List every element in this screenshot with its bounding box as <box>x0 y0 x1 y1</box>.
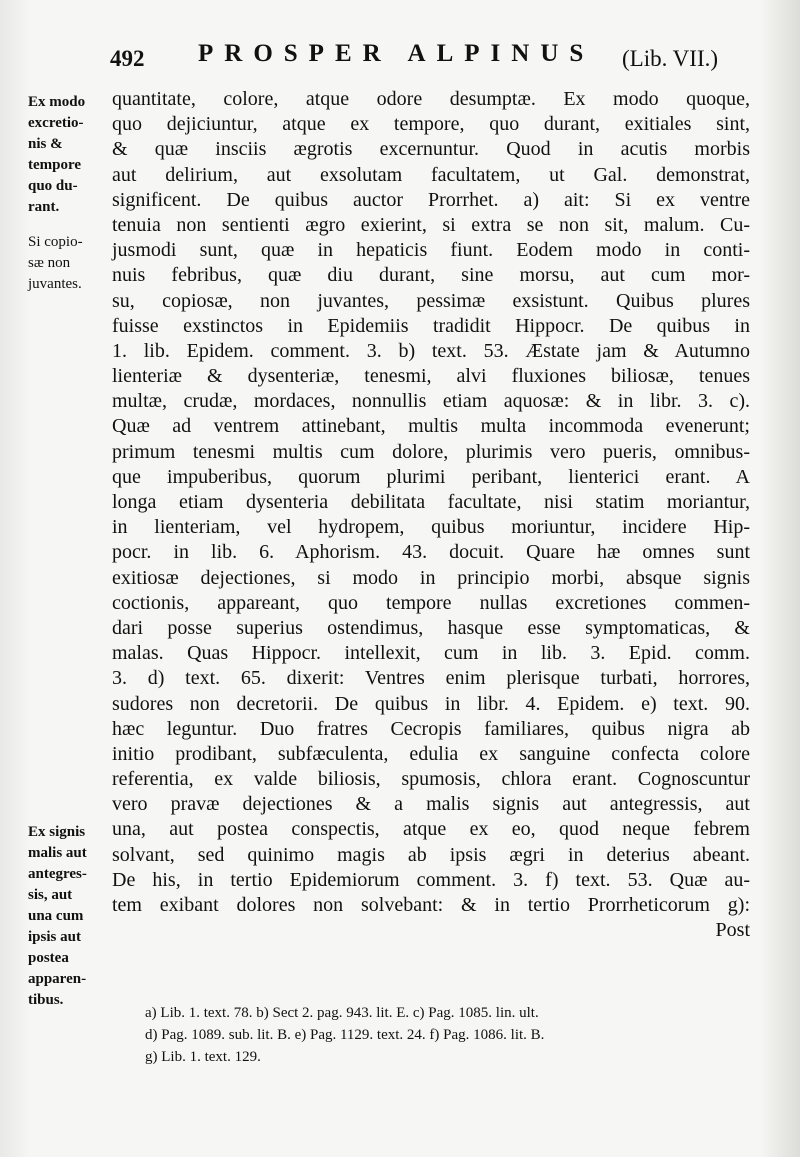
text-line: 1. lib. Epidem. comment. 3. b) text. 53. Æstate jam & Autumno <box>112 339 750 362</box>
text-line: & quæ insciis ægrotis excernuntur. Quod in acutis morbis <box>112 138 750 161</box>
text-line: quo dejiciuntur, atque ex tempore, quo durant, exitiales sint, <box>112 113 750 136</box>
text-line: su, copiosæ, non juvantes, pessimæ exsistunt. Quibus plures <box>112 289 750 312</box>
text-line: 3. d) text. 65. dixerit: Ventres enim plerisque turbati, horrores, <box>112 667 750 690</box>
footnotes <box>145 1002 755 1068</box>
text-line: nuis febribus, quæ diu durant, sine morsu, aut cum mor- <box>112 264 750 287</box>
margin-note-line: tibus. <box>28 992 64 1008</box>
margin-note-line: excretio- <box>28 115 84 131</box>
margin-note-line: Ex signis <box>28 824 86 840</box>
text-line: pocr. in lib. 6. Aphorism. 43. docuit. Quare hæ omnes sunt <box>112 541 750 564</box>
footnote-line: d) Pag. 1089. sub. lit. B. e) Pag. 1129. text. 24. f) Pag. 1086. lit. B. <box>145 1027 545 1043</box>
text-line: vero pravæ dejectiones & a malis signis aut antegressis, aut <box>112 793 750 816</box>
margin-note-line: Ex modo <box>28 94 86 110</box>
text-line: dari posse superius ostendimus, hasque esse symptomaticas, & <box>112 616 750 639</box>
text-line: initio prodibant, subfæculenta, edulia ex sanguine confecta colore <box>112 742 750 765</box>
text-line: exitiosæ dejectiones, si modo in principio morbi, absque signis <box>112 566 750 589</box>
margin-note-line: juvantes. <box>28 276 82 292</box>
text-line: primum tenesmi multis cum dolore, plurimis vero pueris, omnibus- <box>112 440 750 463</box>
text-line: coctionis, appareant, quo tempore nullas excretiones commen- <box>112 591 750 614</box>
margin-note-2 <box>28 232 120 295</box>
margin-note-line: sis, aut <box>28 887 73 903</box>
footnote-line: g) Lib. 1. text. 129. <box>145 1049 261 1065</box>
text-line: que impuberibus, quorum plurimi peribant, lienterici erant. A <box>112 465 750 488</box>
text-line: De his, in tertio Epidemiorum comment. 3. f) text. 53. Quæ au- <box>112 868 750 891</box>
margin-note-line: antegres- <box>28 866 87 882</box>
margin-note-line: Si copio- <box>28 234 83 250</box>
text-line: referentia, ex valde biliosis, spumosis, chlora erant. Cognoscuntur <box>112 768 750 791</box>
text-line: sudores non decretorii. De quibus in libr. 4. Epidem. e) text. 90. <box>112 692 750 715</box>
text-line: lienteriæ & dysenteriæ, tenesmi, alvi fluxiones biliosæ, tenues <box>112 365 750 388</box>
text-line: hæc leguntur. Duo fratres Cecropis familiares, quibus nigra ab <box>112 717 750 740</box>
margin-note-line: apparen- <box>28 971 87 987</box>
margin-note-line: tempore <box>28 157 82 173</box>
margin-note-line: una cum <box>28 908 84 924</box>
text-line: tem exibant dolores non solvebant: & in tertio Prorrheticorum g): <box>112 894 750 916</box>
text-line: quantitate, colore, atque odore desumptæ. Ex modo quoque, <box>112 88 750 110</box>
main-text <box>112 87 750 943</box>
margin-note-line: postea <box>28 950 69 966</box>
margin-note-line: sæ non <box>28 255 71 271</box>
margin-note-line: nis & <box>28 136 63 152</box>
catchword: Post <box>715 919 750 942</box>
text-line: Quæ ad ventrem attinebant, multis multa incommoda evenerunt; <box>112 415 750 438</box>
margin-note-3 <box>28 822 120 1011</box>
margin-note-line: ipsis aut <box>28 929 81 945</box>
text-line: significent. De quibus auctor Prorrhet. a) ait: Si ex ventre <box>112 188 750 211</box>
footnote-line: a) Lib. 1. text. 78. b) Sect 2. pag. 943. lit. E. c) Pag. 1085. lin. ult. <box>145 1005 539 1021</box>
page-number: 492 <box>110 46 145 71</box>
margin-note-1 <box>28 92 120 218</box>
margin-note-line: quo du- <box>28 178 78 194</box>
text-line: tenuia non sentienti ægro exierint, si extra se non sit, malum. Cu- <box>112 213 750 236</box>
text-line: una, aut postea conspectis, atque ex eo, quod neque febrem <box>112 818 750 841</box>
text-line: fuisse exstinctos in Epidemiis tradidit Hippocr. De quibus in <box>112 314 750 337</box>
text-line: solvant, sed quinimo magis ab ipsis ægri in deterius abeant. <box>112 843 750 866</box>
margin-note-line: malis aut <box>28 845 87 861</box>
margin-note-line: rant. <box>28 199 60 215</box>
text-line: longa etiam dysenteria debilitata facultate, nisi statim moriantur, <box>112 491 750 513</box>
text-line: malas. Quas Hippocr. intellexit, cum in lib. 3. Epid. comm. <box>112 642 750 665</box>
text-line: aut delirium, aut exsolutam facultatem, ut Gal. demonstrat, <box>112 163 750 186</box>
text-line: jusmodi sunt, quæ in hepaticis fiunt. Eodem modo in conti- <box>112 239 750 262</box>
text-line: multæ, crudæ, mordaces, nonnullis etiam aquosæ: & in libr. 3. c). <box>112 390 750 413</box>
text-line: in lienteriam, vel hydropem, quibus moriuntur, incidere Hip- <box>112 516 750 539</box>
page-header <box>100 38 750 78</box>
book-reference: (Lib. VII.) <box>622 46 719 71</box>
running-title: PROSPER ALPINUS <box>198 40 595 67</box>
